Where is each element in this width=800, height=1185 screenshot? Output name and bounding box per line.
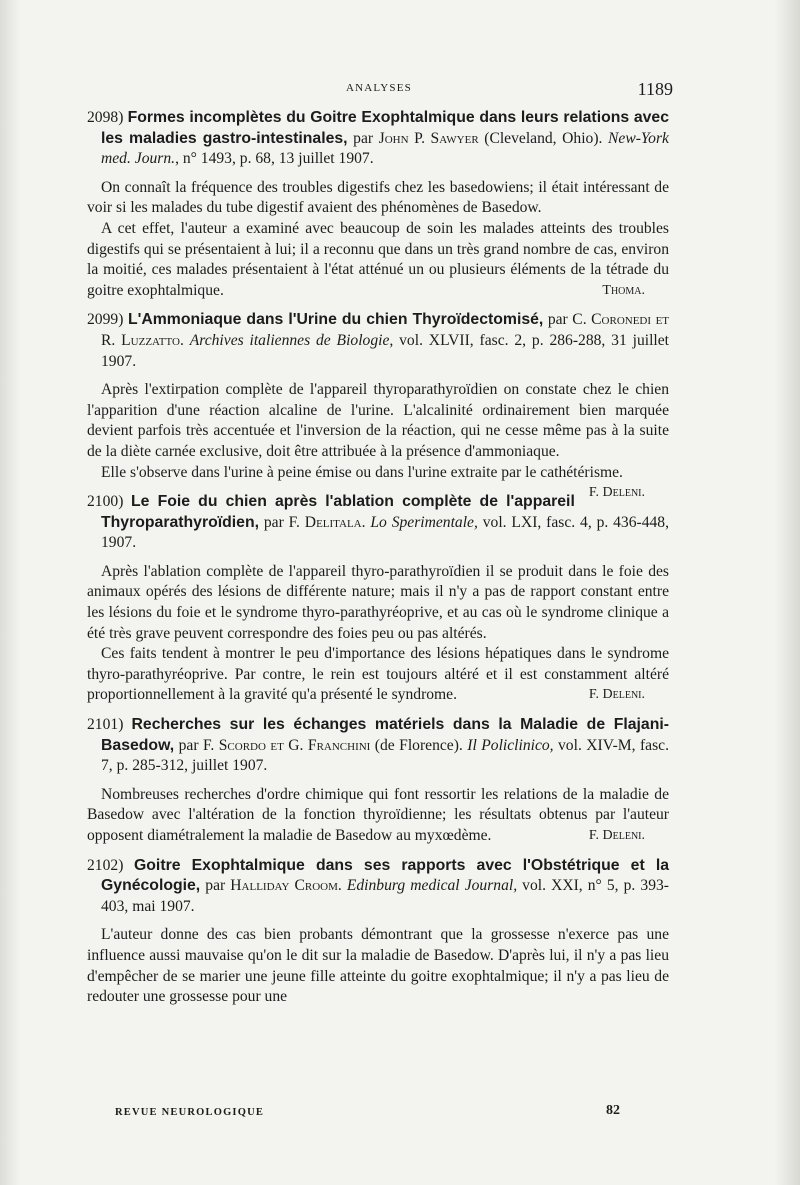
article-2101 [87, 715, 669, 847]
author-affiliation: (de Florence). [370, 736, 468, 754]
by-word: par [347, 129, 379, 147]
article-title: L'Ammoniaque dans l'Urine du chien Thyroïdectomisé, [127, 311, 544, 329]
signature-mark: 82 [606, 1103, 620, 1118]
article-number: 2098) [87, 109, 124, 126]
footer-journal-title: REVUE NEUROLOGIQUE [115, 1107, 265, 1118]
reviewer-signature: F. Deleni. [588, 485, 645, 501]
citation-details: vol. LXI, fasc. 4, p. 436-448, 1907. [101, 513, 669, 552]
article-number: 2101) [87, 716, 124, 734]
article-number: 2099) [87, 311, 124, 329]
article-authors: Halliday Croom. [230, 877, 342, 895]
paragraph-text: Elle s'observe dans l'urine à peine émise ou dans l'urine extraite par le cathétérisme. [101, 463, 623, 481]
author-affiliation: (Cleveland, Ohio). [478, 129, 609, 147]
article-authors: C. Coronedi et R. Luzzatto. [101, 311, 670, 349]
article-authors: John P. Sawyer [378, 129, 479, 147]
paragraph-text: Ces faits tendent à montrer le peu d'importance des lésions hépatiques dans le syndrome thyro-parathyréoprive. Par contre, le rein est toujours altéré et il est constamment altéré proportionnellement à la gravité qu'a présenté le syndrome. [87, 645, 669, 704]
article-paragraph: On connaît la fréquence des troubles digestifs chez les basedowiens; il était intéressant de voir si les malades du tube digestif avaient des phénomènes de Basedow. [87, 178, 669, 217]
citation-details: vol. XLVII, fasc. 2, p. 286-288, 31 juillet 1907. [101, 331, 669, 370]
article-paragraph [87, 463, 669, 501]
article-title: Formes incomplètes du Goitre Exophtalmique dans leurs relations avec les maladies gastro-intestinales, [101, 109, 669, 147]
article-heading [87, 715, 669, 777]
article-authors: F. Scordo et G. Franchini [202, 736, 371, 754]
journal-name: Il Policlinico, [467, 736, 554, 754]
by-word: par [543, 311, 573, 329]
page-number: 1189 [637, 79, 673, 99]
running-title: ANALYSES [346, 82, 412, 94]
reviewer-signature: F. Deleni. [588, 687, 645, 703]
by-word: par [259, 513, 289, 531]
article-heading [87, 856, 669, 918]
citation-details: vol. XXI, n° 5, p. 393-403, mai 1907. [101, 877, 669, 915]
article-heading [87, 310, 669, 372]
reviewer-signature: Thoma. [602, 282, 645, 298]
paragraph-text: A cet effet, l'auteur a examiné avec beaucoup de soin les malades atteints des troubles digestifs qui se présentaient à lui; il a reconnu que dans un très grand nombre de cas, environ la moitié, ces malades présentaient à l'état atténué un ou plusieurs éléments de la tétrade du goitre exophtalmique. [87, 219, 669, 299]
article-column [87, 108, 669, 1017]
page-footer [0, 1101, 800, 1123]
article-paragraph [87, 785, 669, 847]
article-title: Goitre Exophtalmique dans ses rapports avec l'Obstétrique et la Gynécologie, [101, 856, 669, 895]
article-title: Le Foie du chien après l'ablation complète de l'appareil Thyroparathyroïdien, [101, 493, 575, 531]
article-2099 [87, 310, 670, 501]
article-number: 2100) [87, 493, 124, 511]
by-word: par [174, 736, 203, 754]
journal-name: Lo Sperimentale, [370, 513, 478, 531]
article-authors: F. Delitala. [288, 513, 366, 531]
article-paragraph: L'auteur donne des cas bien probants démontrant que la grossesse n'exerce pas une influence aussi mauvaise qu'on le dit sur la maladie de Basedow. D'après lui, il n'y a pas lieu d'empêcher de se marier une jeune fille atteinte du goitre exophtalmique; il n'y a pas lieu de redouter une grossesse pour une [87, 926, 669, 1006]
article-paragraph: Après l'ablation complète de l'appareil thyro-parathyroïdien il se produit dans le foie des animaux opérés des lésions de différente nature; mais il n'y a pas de rapport constant entre les lésions du foie et le syndrome thyro-parathyréoprive, et au cas où le syndrome clinique a été très grave peuvent correspondre des foies peu ou pas altérés. [87, 562, 669, 642]
citation-details: , n° 1493, p. 68, 13 juillet 1907. [175, 150, 374, 168]
citation-details: vol. XIV-M, fasc. 7, p. 285-312, juillet 1907. [101, 736, 669, 775]
article-2098 [87, 108, 669, 301]
journal-name: Archives italiennes de Biologie, [189, 331, 394, 349]
article-2102 [87, 856, 669, 1008]
article-2100 [87, 492, 669, 706]
article-paragraph: Après l'extirpation complète de l'appareil thyroparathyroïdien on constate chez le chien l'apparition d'une réaction alcaline de l'urine. L'alcalinité ordinairement bien marquée devient parfois très accentuée et l'inversion de la réaction, qui ne cesse même pas à la suite de la diète carnée exclusive, doit être attribuée à la présence d'ammoniaque. [87, 381, 669, 460]
article-paragraph [87, 219, 669, 301]
reviewer-signature: F. Deleni. [588, 828, 645, 843]
journal-name: Edinburg medical Journal, [346, 877, 518, 895]
journal-name: New-York med. Journ. [101, 129, 669, 168]
by-word: par [200, 877, 231, 895]
page-header [0, 79, 800, 101]
article-heading [87, 108, 669, 170]
article-paragraph [87, 644, 669, 706]
article-number: 2102) [87, 856, 124, 874]
article-title: Recherches sur les échanges matériels dans la Maladie de Flajani-Basedow, [101, 716, 670, 754]
paragraph-text: Nombreuses recherches d'ordre chimique qui font ressortir les relations de la maladie de Basedow avec l'altération de la fonction thyroïdienne; les résultats obtenus par l'auteur opposent diamétralement la maladie de Basedow au myxœdème. [87, 785, 669, 844]
